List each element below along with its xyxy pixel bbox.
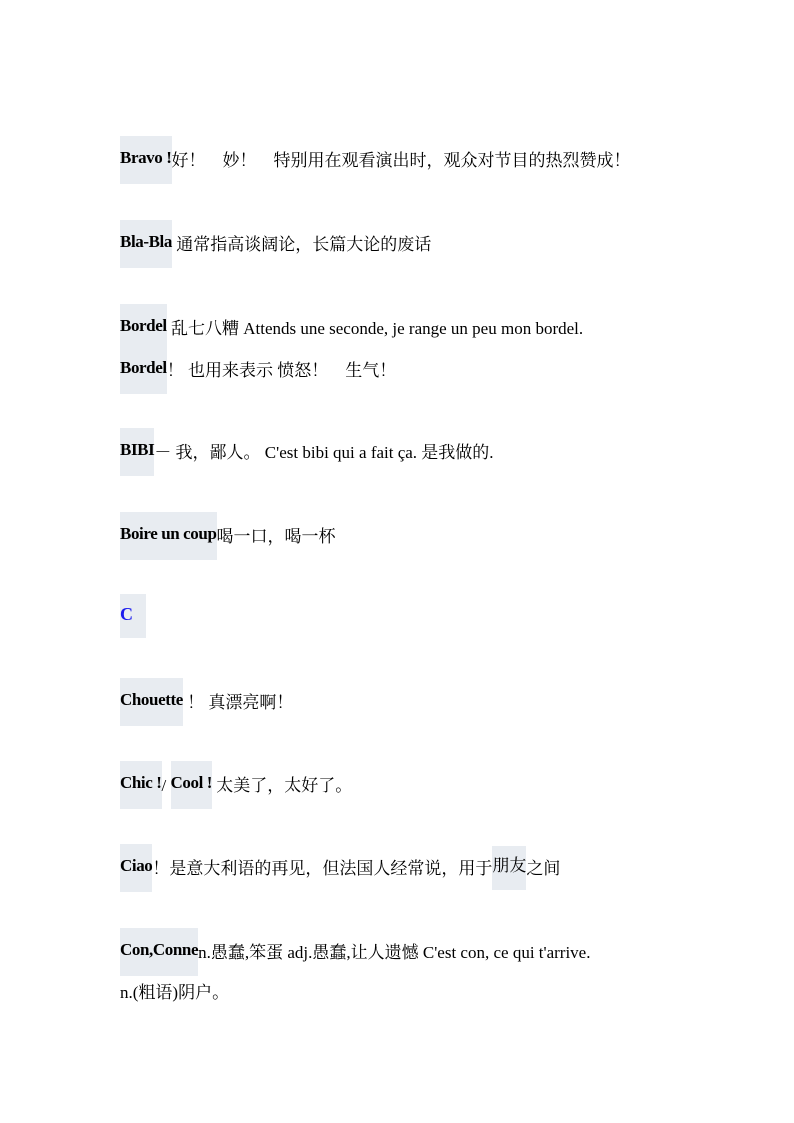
definition-chouette: ！ 真漂亮啊！ xyxy=(182,693,294,712)
definition-con: n.愚蠢,笨蛋 adj.愚蠢,让人遗憾 C'est con, ce qui t'arrive. xyxy=(198,943,591,962)
definition-con-noun: n.(粗语)阴户。 xyxy=(120,983,230,1003)
term-bordel: Bordel xyxy=(120,304,167,352)
definition-bordel: 乱七八糟 Attends une seconde, je range un peu mon bordel. xyxy=(166,319,584,338)
term-con: Con,Conne xyxy=(120,928,198,976)
entry-chouette xyxy=(120,680,293,720)
term-bordel-exclamation: Bordel xyxy=(120,346,167,394)
term-cool: Cool ! xyxy=(171,761,213,809)
entry-con xyxy=(120,930,590,970)
term-boire-un-coup: Boire un coup xyxy=(120,512,217,560)
definition-bibi: － 我，鄙人。 C'est bibi qui a fait ça. 是我做的. xyxy=(154,443,494,462)
term-ciao: Ciao xyxy=(120,844,152,892)
term-bravo: Bravo ! xyxy=(120,136,172,184)
term-chouette: Chouette xyxy=(120,678,183,726)
entry-blabla xyxy=(120,222,431,262)
section-heading-c xyxy=(120,596,146,636)
entry-chic-cool xyxy=(120,763,352,803)
term-bibi: BIBI xyxy=(120,428,154,476)
entry-bibi xyxy=(120,430,494,470)
section-letter: C xyxy=(120,594,146,638)
entry-ciao xyxy=(120,846,560,886)
definition-chic-cool: 太美了，太好了。 xyxy=(212,776,353,795)
definition-ciao: ！是意大利语的再见，但法国人经常说，用于 xyxy=(152,859,493,878)
definition-ciao-end: 之间 xyxy=(526,859,561,878)
highlighted-word: 朋友 xyxy=(492,846,526,890)
entry-boire-un-coup xyxy=(120,514,336,554)
definition-bravo: 好！ 妙！ 特别用在观看演出时，观众对节目的热烈赞成！ xyxy=(171,151,631,170)
entry-bordel xyxy=(120,306,583,346)
definition-bordel-exclamation: ！ 也用来表示 愤怒！ 生气！ xyxy=(166,361,397,380)
definition-blabla: 通常指高谈阔论，长篇大论的废话 xyxy=(172,235,432,254)
entry-con-continued xyxy=(120,972,229,1012)
term-separator: / xyxy=(161,776,171,795)
entry-bravo xyxy=(120,138,631,178)
term-chic: Chic ! xyxy=(120,761,162,809)
term-blabla: Bla-Bla xyxy=(120,220,172,268)
entry-bordel-exclamation xyxy=(120,348,396,388)
definition-boire-un-coup: 喝一口，喝一杯 xyxy=(216,527,336,546)
